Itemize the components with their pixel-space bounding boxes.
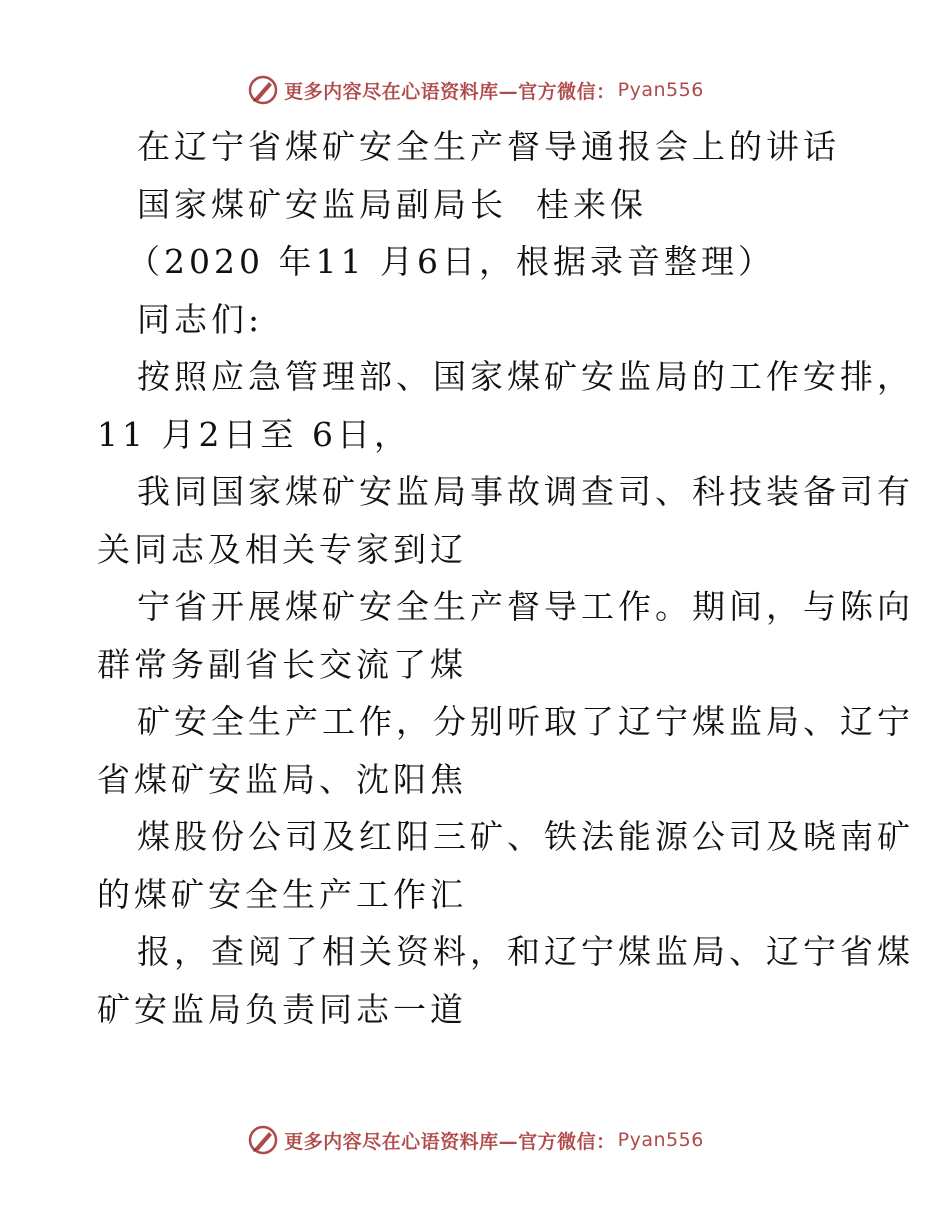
watermark-banner-top	[0, 70, 950, 110]
paragraph-line: 煤股份公司及红阳三矿、铁法能源公司及晓南矿	[137, 817, 914, 856]
speech-title: 在辽宁省煤矿安全生产督导通报会上的讲话	[137, 127, 840, 166]
paragraph-line: 群常务副省长交流了煤	[97, 644, 467, 684]
pen-logo-icon	[246, 73, 280, 107]
paragraph-line: 省煤矿安监局、沈阳焦	[97, 759, 467, 799]
date-note: （2020 年11 月6日，根据录音整理）	[127, 242, 775, 281]
paragraph-line: 按照应急管理部、国家煤矿安监局的工作安排，	[137, 357, 914, 396]
paragraph-line: 矿安监局负责同志一道	[97, 989, 467, 1029]
paragraph-line: 我同国家煤矿安监局事故调查司、科技装备司有	[137, 472, 914, 511]
speech-body	[97, 118, 914, 1038]
watermark-text: 更多内容尽在心语资料库—官方微信：	[284, 1130, 616, 1153]
paragraph-line: 宁省开展煤矿安全生产督导工作。期间，与陈向	[137, 587, 914, 626]
paragraph-line: 11 月2日至 6日，	[97, 414, 411, 454]
paragraph-line: 矿安全生产工作，分别听取了辽宁煤监局、辽宁	[137, 702, 914, 741]
watermark-account: Pyan556	[617, 1129, 704, 1151]
paragraph-line: 报，查阅了相关资料，和辽宁煤监局、辽宁省煤	[137, 932, 914, 971]
pen-logo-icon	[246, 1123, 280, 1157]
paragraph-line: 关同志及相关专家到辽	[97, 529, 467, 569]
watermark-text: 更多内容尽在心语资料库—官方微信：	[284, 80, 616, 103]
salutation: 同志们:	[137, 299, 264, 339]
watermark-banner-bottom	[0, 1120, 950, 1160]
speaker-line: 国家煤矿安监局副局长 桂来保	[137, 184, 647, 224]
paragraph-line: 的煤矿安全生产工作汇	[97, 874, 467, 914]
watermark-account: Pyan556	[617, 79, 704, 101]
